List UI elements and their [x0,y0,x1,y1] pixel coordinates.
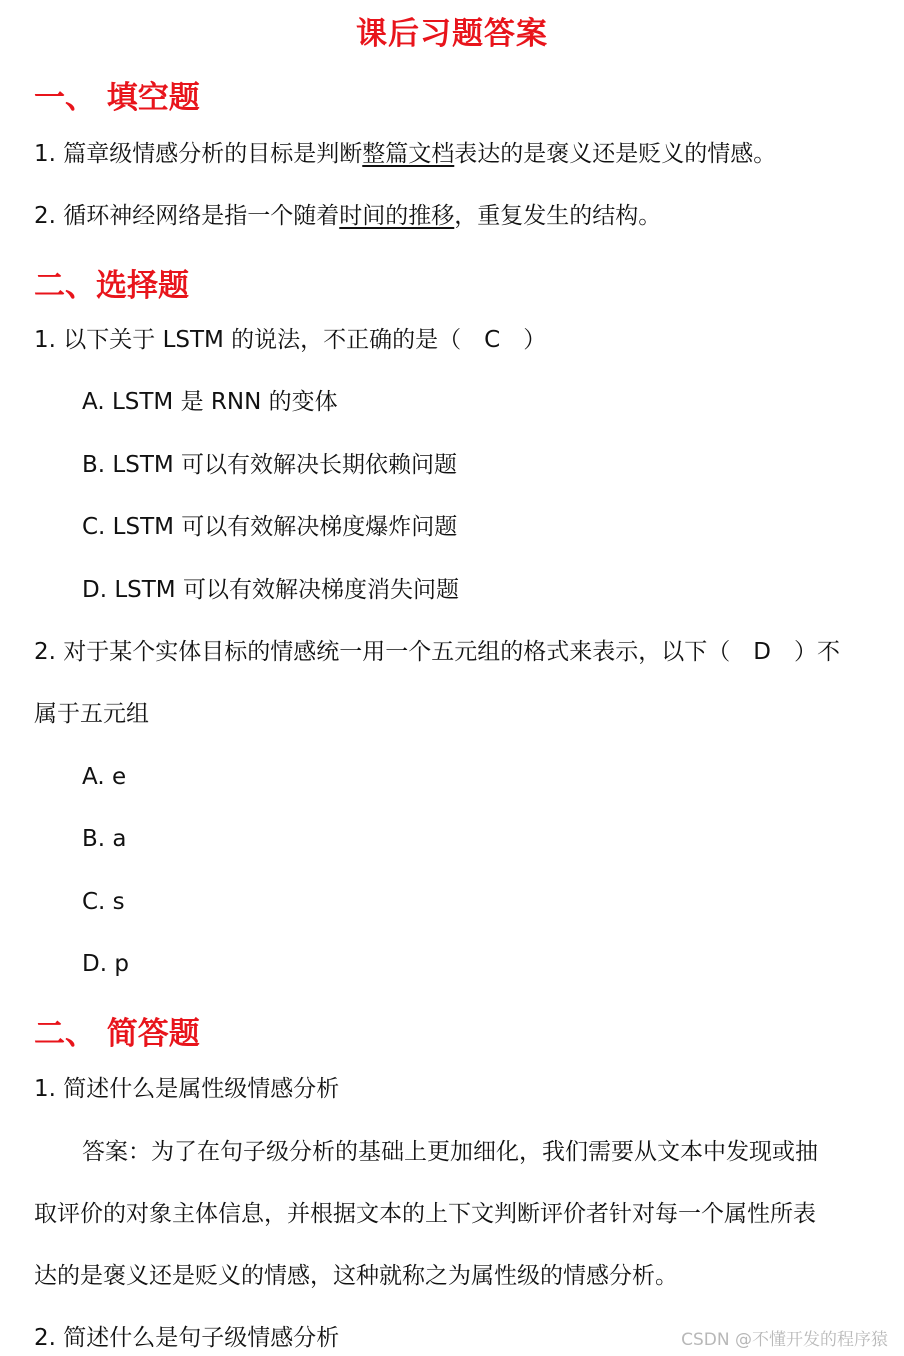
choice-question-1-stem: 1. 以下关于 LSTM 的说法，不正确的是（ C ） [34,327,547,353]
choice-q1-option-c: C. LSTM 可以有效解决梯度爆炸问题 [82,514,458,540]
choice-q1-option-a: A. LSTM 是 RNN 的变体 [82,389,338,415]
choice-q2-option-b: B. a [82,826,127,852]
section-heading-fill-in: 一、 填空题 [34,80,200,116]
section-heading-choice: 二、选择题 [34,268,189,304]
short-answer-question-2-stem: 2. 简述什么是句子级情感分析 [34,1325,340,1351]
fill-in-q2-suffix: ，重复发生的结构。 [454,203,662,229]
choice-question-2-stem-line2: 属于五元组 [34,701,149,727]
choice-q2-option-a: A. e [82,764,127,790]
choice-q1-option-d: D. LSTM 可以有效解决梯度消失问题 [82,577,459,603]
choice-q1-option-b: B. LSTM 可以有效解决长期依赖问题 [82,452,458,478]
fill-in-q1-answer: 整篇文档 [362,141,455,167]
fill-in-q1-suffix: 表达的是褒义还是贬义的情感。 [454,141,777,167]
page-title: 课后习题答案 [356,16,548,52]
choice-q2-option-c: C. s [82,889,125,915]
short-answer-q1-answer-line3: 达的是褒义还是贬义的情感，这种就称之为属性级的情感分析。 [34,1263,678,1289]
fill-in-question-2 [34,201,661,231]
short-answer-q1-answer-line1: 答案：为了在句子级分析的基础上更加细化，我们需要从文本中发现或抽 [82,1139,818,1165]
watermark: CSDN @不懂开发的程序猿 [681,1330,888,1350]
fill-in-question-1 [34,139,776,169]
choice-q2-option-d: D. p [82,951,129,977]
choice-question-2-stem-line1: 2. 对于某个实体目标的情感统一用一个五元组的格式来表示，以下（ D ）不 [34,639,840,665]
short-answer-q1-answer-line2: 取评价的对象主体信息，并根据文本的上下文判断评价者针对每一个属性所表 [34,1201,816,1227]
fill-in-q1-prefix: 1. 篇章级情感分析的目标是判断 [34,141,363,167]
fill-in-q2-prefix: 2. 循环神经网络是指一个随着 [34,203,340,229]
short-answer-question-1-stem: 1. 简述什么是属性级情感分析 [34,1076,340,1102]
section-heading-short-answer: 二、 简答题 [34,1016,200,1052]
fill-in-q2-answer: 时间的推移 [339,203,455,229]
